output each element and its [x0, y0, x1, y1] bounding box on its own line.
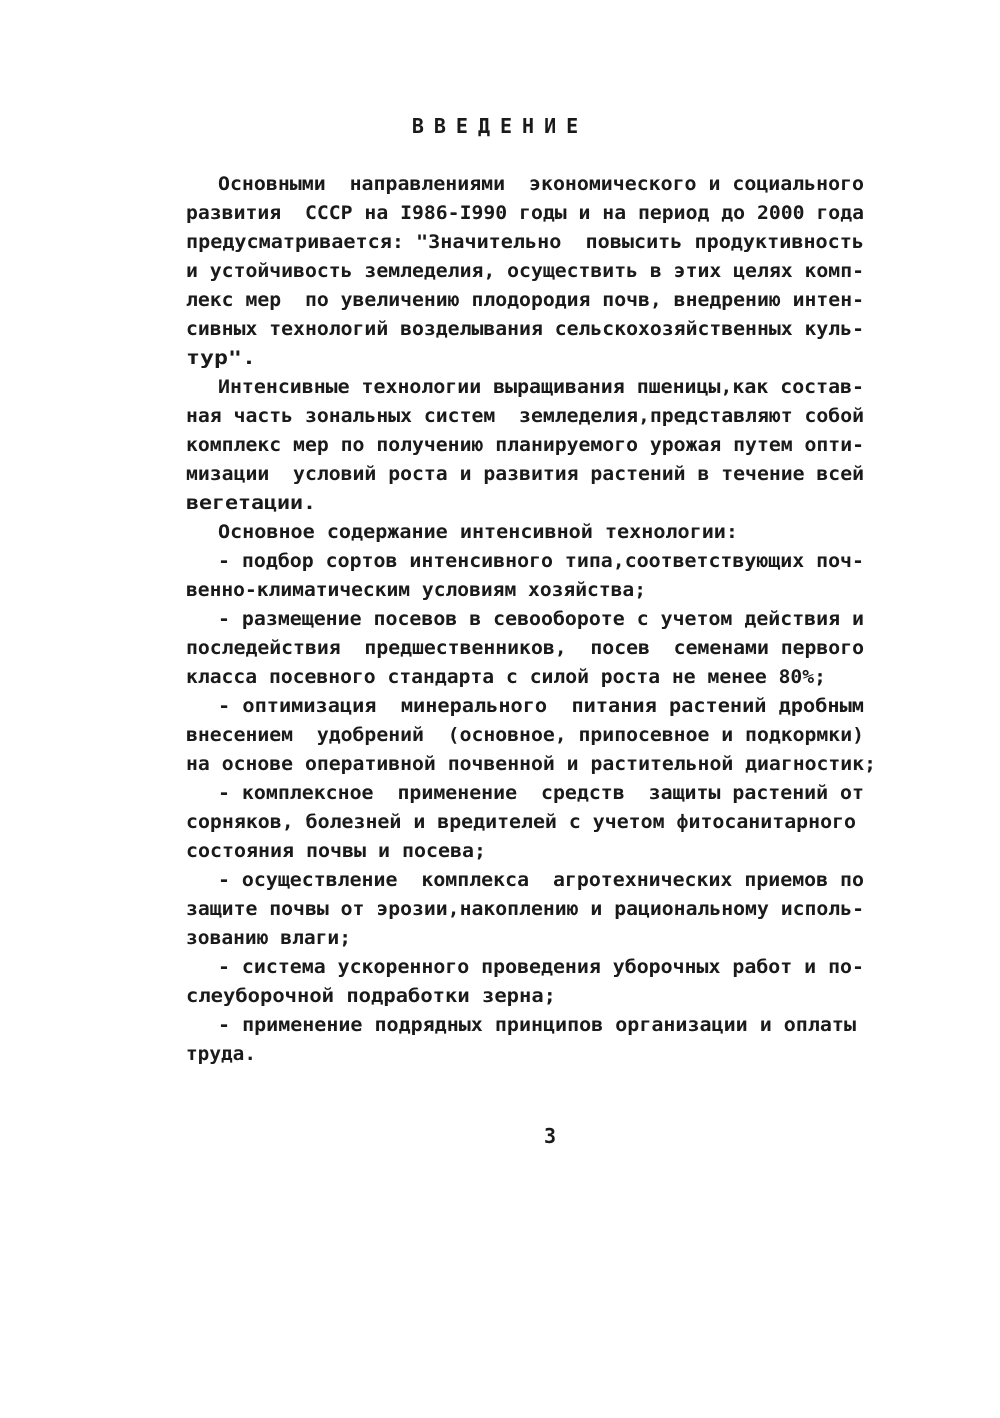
text-line: зованию влаги;	[186, 927, 351, 949]
text-line: сорняков, болезней и вредителей с учетом фитосанитарного	[186, 811, 856, 833]
page-number: 3	[543, 1124, 557, 1148]
text-line: ная часть зональных систем земледелия,представляют собой	[186, 405, 864, 427]
text-line: - применение подрядных принципов организации и оплаты	[218, 1014, 856, 1036]
text-line: последействия предшественников, посев семенами первого	[186, 637, 864, 659]
text-line: внесением удобрений (основное, припосевное и подкормки)	[186, 724, 864, 746]
text-line: - размещение посевов в севообороте с учетом действия и	[218, 608, 864, 630]
text-line: тур".	[186, 347, 256, 369]
text-line: - система ускоренного проведения уборочных работ и по-	[218, 956, 864, 978]
text-line: состояния почвы и посева;	[186, 840, 486, 862]
text-line: - комплексное применение средств защиты растений от	[218, 782, 864, 804]
text-line: сивных технологий возделывания сельскохозяйственных куль-	[186, 318, 864, 340]
text-line: и устойчивость земледелия, осуществить в этих целях комп-	[186, 260, 864, 282]
text-line: вегетации.	[186, 492, 316, 514]
text-line: Интенсивные технологии выращивания пшеницы,как состав-	[218, 376, 864, 398]
page-heading: ВВЕДЕНИЕ	[411, 114, 589, 138]
text-line: слеуборочной подработки зерна;	[186, 985, 556, 1007]
text-line: класса посевного стандарта с силой роста не менее 80%;	[186, 666, 826, 688]
text-line: Основное содержание интенсивной технологии:	[218, 521, 738, 543]
text-line: развития СССР на I986-I990 годы и на период до 2000 года	[186, 202, 864, 224]
text-line: предусматривается: "Значительно повысить продуктивность	[186, 231, 864, 253]
text-line: на основе оперативной почвенной и растительной диагностик;	[186, 753, 876, 775]
text-line: венно-климатическим условиям хозяйства;	[186, 579, 646, 601]
text-line: - осуществление комплекса агротехнических приемов по	[218, 869, 864, 891]
text-line: - оптимизация минерального питания растений дробным	[218, 695, 865, 717]
text-line: лекс мер по увеличению плодородия почв, внедрению интен-	[186, 289, 864, 311]
text-line: - подбор сортов интенсивного типа,соответствующих поч-	[218, 550, 864, 572]
text-line: мизации условий роста и развития растений в течение всей	[186, 463, 864, 485]
text-line: защите почвы от эрозии,накоплению и рациональному исполь-	[186, 898, 864, 920]
text-line: Основными направлениями экономического и социального	[218, 173, 864, 195]
text-line: комплекс мер по получению планируемого урожая путем опти-	[186, 434, 864, 456]
text-line: труда.	[186, 1043, 256, 1065]
